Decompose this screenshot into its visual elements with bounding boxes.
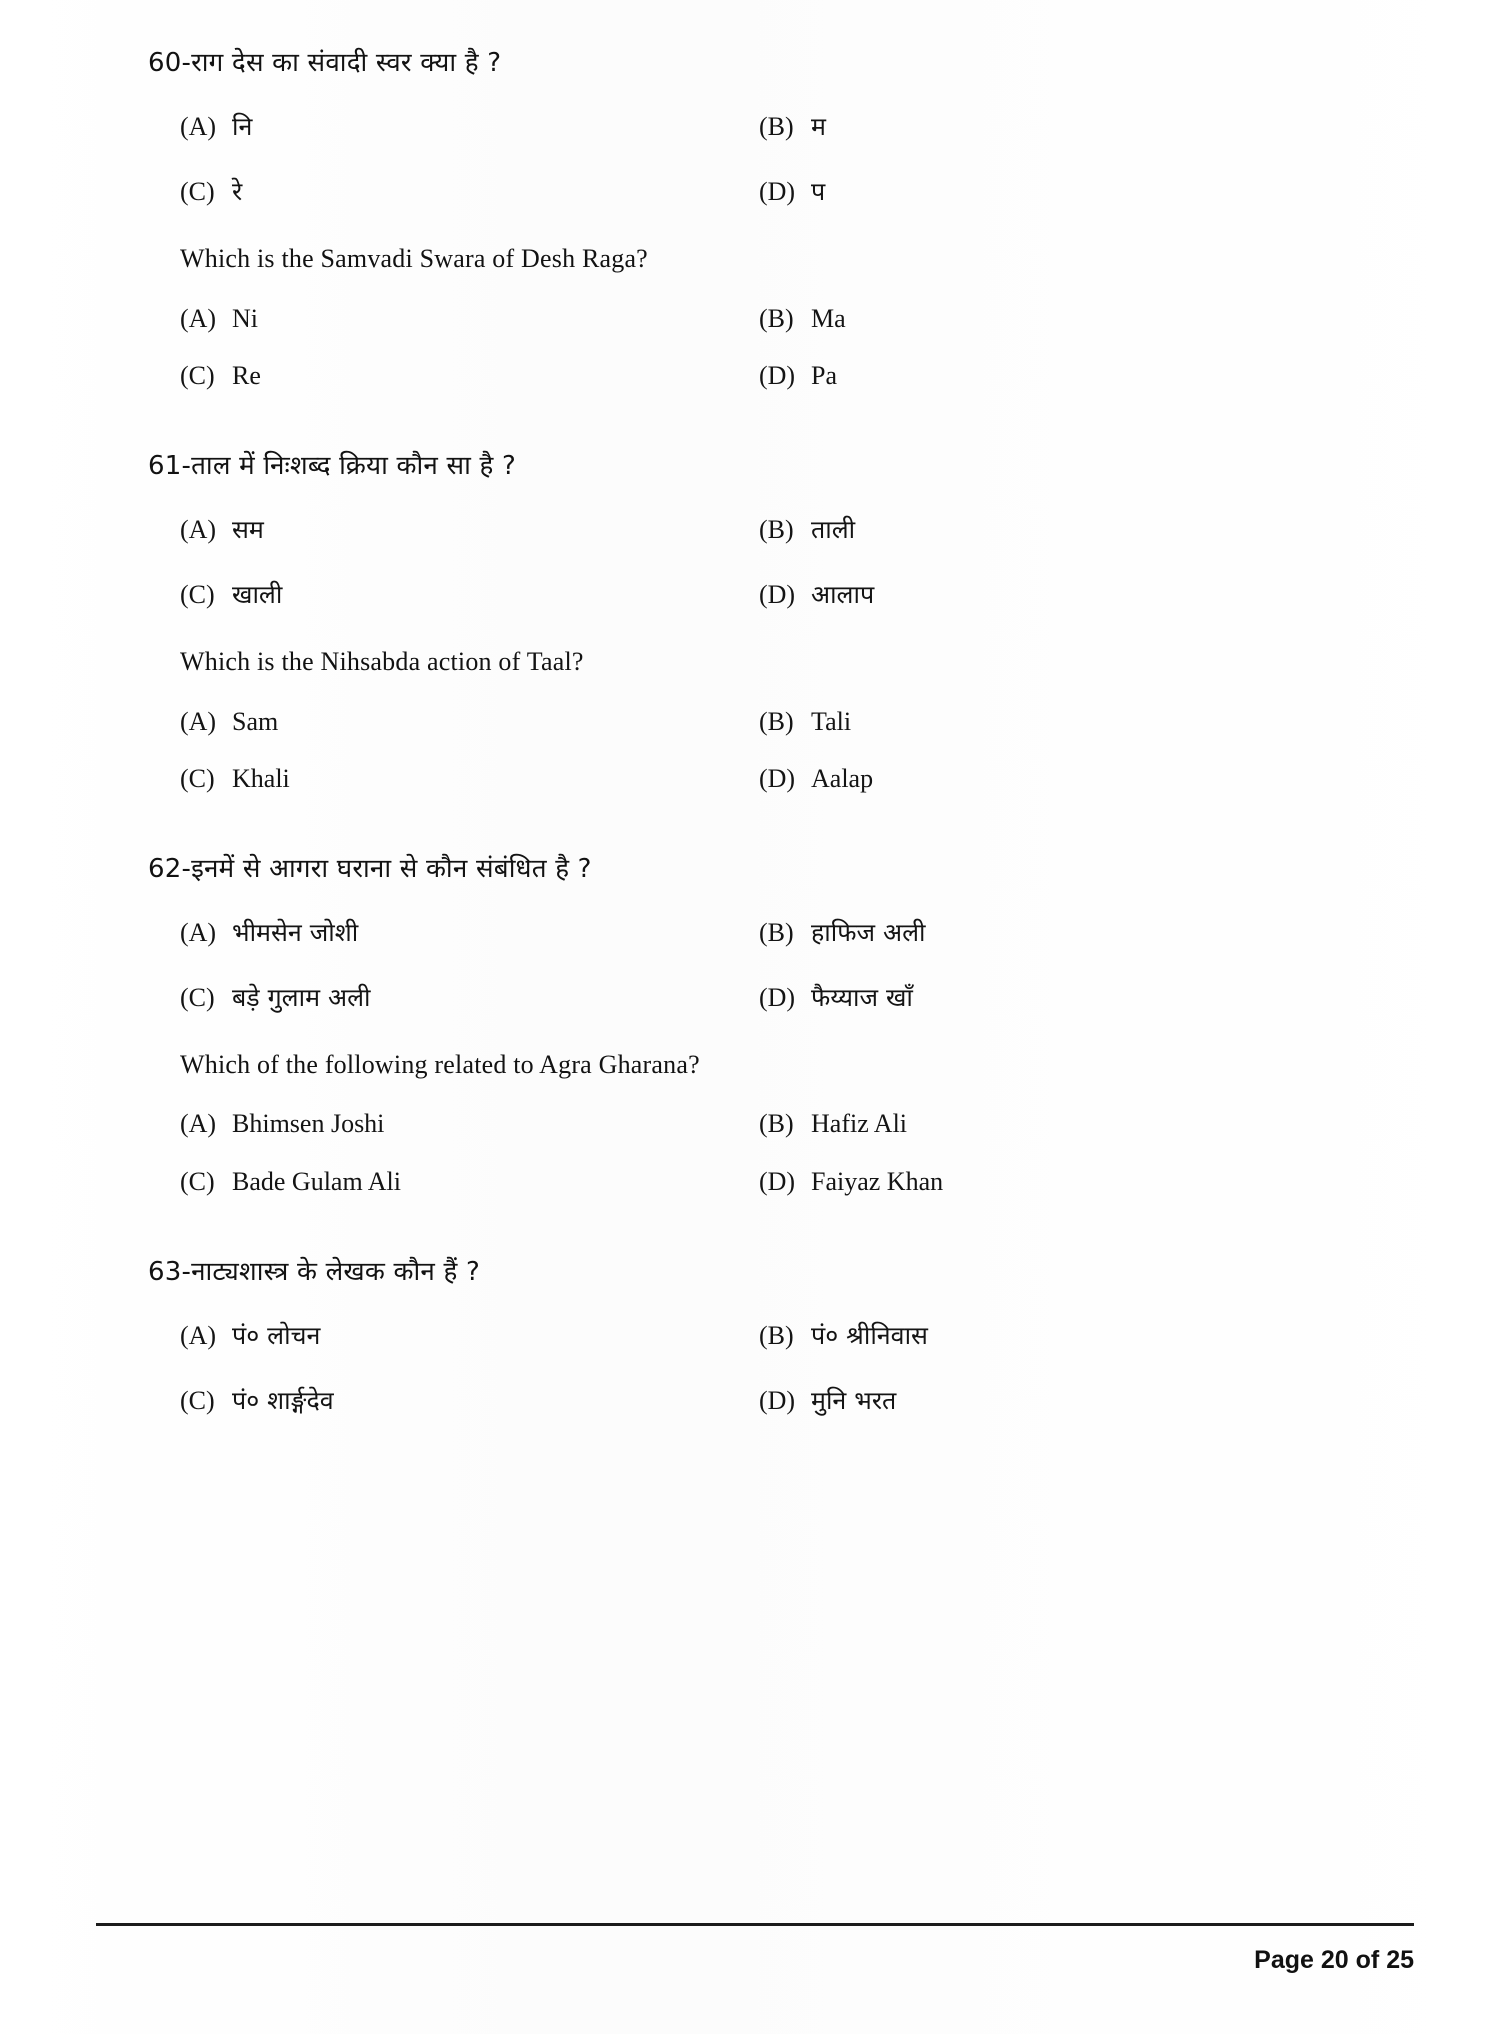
option-d[interactable] [759,982,1338,1013]
option-label: (B) [759,515,794,545]
option-text: हाफिज अली [811,917,926,947]
option-label: (C) [180,360,215,390]
option-label: (D) [759,983,796,1013]
option-text: फैय्याज खाँ [811,983,913,1013]
question-60-options-hindi [148,111,1338,142]
option-text: Faiyaz Khan [811,1166,944,1196]
option-label: (C) [180,1386,215,1416]
footer-page-label: Page [1254,1946,1314,1974]
question-60-options-hindi-row2 [148,176,1338,207]
option-c[interactable] [180,360,759,391]
option-label: (A) [180,515,217,545]
option-a[interactable] [180,917,759,948]
option-text: पं० शार्ङ्गदेव [232,1386,334,1416]
option-label: (D) [759,580,796,610]
option-d[interactable] [759,176,1338,207]
option-text: Ma [811,303,846,333]
option-text: खाली [232,580,283,610]
option-text: मुनि भरत [811,1386,897,1416]
option-text: प [811,177,826,207]
question-63 [148,1255,1338,1416]
question-60-options-english [148,303,1338,334]
option-a[interactable] [180,1108,759,1139]
footer-page-total: 25 [1386,1946,1414,1974]
option-text: Sam [232,706,279,736]
option-text: पं० श्रीनिवास [811,1320,928,1350]
option-b[interactable] [759,1108,1338,1139]
option-a[interactable] [180,303,759,334]
option-label: (A) [180,1320,217,1350]
option-text: Bhimsen Joshi [232,1109,385,1139]
option-d[interactable] [759,763,1338,794]
option-text: पं० लोचन [232,1320,321,1350]
option-b[interactable] [759,917,1338,948]
option-text: Bade Gulam Ali [232,1166,401,1196]
question-61-stem-hindi: 61-ताल में निःशब्द क्रिया कौन सा है ? [148,450,516,481]
question-60-stem-english: Which is the Samvadi Swara of Desh Raga? [180,244,648,274]
question-61-options-hindi-row2 [148,579,1338,610]
option-label: (B) [759,112,794,142]
footer-of-label: of [1355,1946,1380,1974]
option-c[interactable] [180,1166,759,1197]
option-c[interactable] [180,176,759,207]
option-d[interactable] [759,579,1338,610]
option-label: (D) [759,763,796,793]
question-60 [148,46,1338,391]
option-b[interactable] [759,1320,1338,1351]
question-63-stem-hindi: 63-नाट्यशास्त्र के लेखक कौन हैं ? [148,1256,480,1287]
option-label: (C) [180,983,215,1013]
option-text: नि [232,112,253,142]
option-c[interactable] [180,763,759,794]
option-text: म [811,112,826,142]
footer-divider [96,1923,1414,1926]
option-label: (A) [180,303,217,333]
option-text: आलाप [811,580,875,610]
question-62-stem-hindi: 62-इनमें से आगरा घराना से कौन संबंधित है ? [148,853,592,884]
option-label: (C) [180,177,215,207]
option-label: (D) [759,360,796,390]
option-text: Khali [232,763,290,793]
option-d[interactable] [759,1385,1338,1416]
option-d[interactable] [759,360,1338,391]
option-b[interactable] [759,514,1338,545]
option-label: (A) [180,706,217,736]
question-61-options-english [148,706,1338,737]
option-text: ताली [811,515,856,545]
question-62-options-english [148,1108,1338,1139]
option-label: (A) [180,1109,217,1139]
option-d[interactable] [759,1166,1338,1197]
option-text: Tali [811,706,852,736]
option-a[interactable] [180,1320,759,1351]
question-61-options-hindi [148,514,1338,545]
question-63-options-hindi [148,1320,1338,1351]
question-60-stem-hindi: 60-राग देस का संवादी स्वर क्या है ? [148,48,502,78]
option-c[interactable] [180,1385,759,1416]
question-62-stem-english: Which of the following related to Agra Gharana? [180,1050,700,1080]
question-62-options-english-row2 [148,1166,1338,1197]
option-label: (D) [759,177,796,207]
option-label: (B) [759,303,794,333]
option-b[interactable] [759,303,1338,334]
question-61-options-english-row2 [148,763,1338,794]
option-label: (D) [759,1166,796,1196]
option-label: (B) [759,1109,794,1139]
option-b[interactable] [759,706,1338,737]
option-text: Hafiz Ali [811,1109,908,1139]
footer-page-number: 20 [1320,1946,1349,1974]
option-text: रे [232,177,243,207]
option-text: Pa [811,360,837,390]
question-61 [148,449,1338,794]
option-c[interactable] [180,982,759,1013]
option-text: Ni [232,303,258,333]
option-text: सम [232,515,264,545]
option-label: (B) [759,1320,794,1350]
option-label: (B) [759,706,794,736]
option-a[interactable] [180,111,759,142]
question-60-options-english-row2 [148,360,1338,391]
option-label: (C) [180,580,215,610]
option-text: बड़े गुलाम अली [232,983,371,1013]
question-62 [148,852,1338,1197]
option-a[interactable] [180,514,759,545]
option-b[interactable] [759,111,1338,142]
question-62-options-hindi-row2 [148,982,1338,1013]
option-label: (A) [180,112,217,142]
option-text: Aalap [811,763,874,793]
option-label: (C) [180,1166,215,1196]
option-text: भीमसेन जोशी [232,917,359,947]
option-label: (A) [180,917,217,947]
question-63-options-hindi-row2 [148,1385,1338,1416]
question-62-options-hindi [148,917,1338,948]
option-text: Re [232,360,261,390]
question-61-stem-english: Which is the Nihsabda action of Taal? [180,647,584,677]
questions-container [148,46,1338,1416]
option-a[interactable] [180,706,759,737]
option-label: (C) [180,763,215,793]
option-label: (B) [759,917,794,947]
option-c[interactable] [180,579,759,610]
option-label: (D) [759,1386,796,1416]
page-footer [96,1946,1414,1975]
